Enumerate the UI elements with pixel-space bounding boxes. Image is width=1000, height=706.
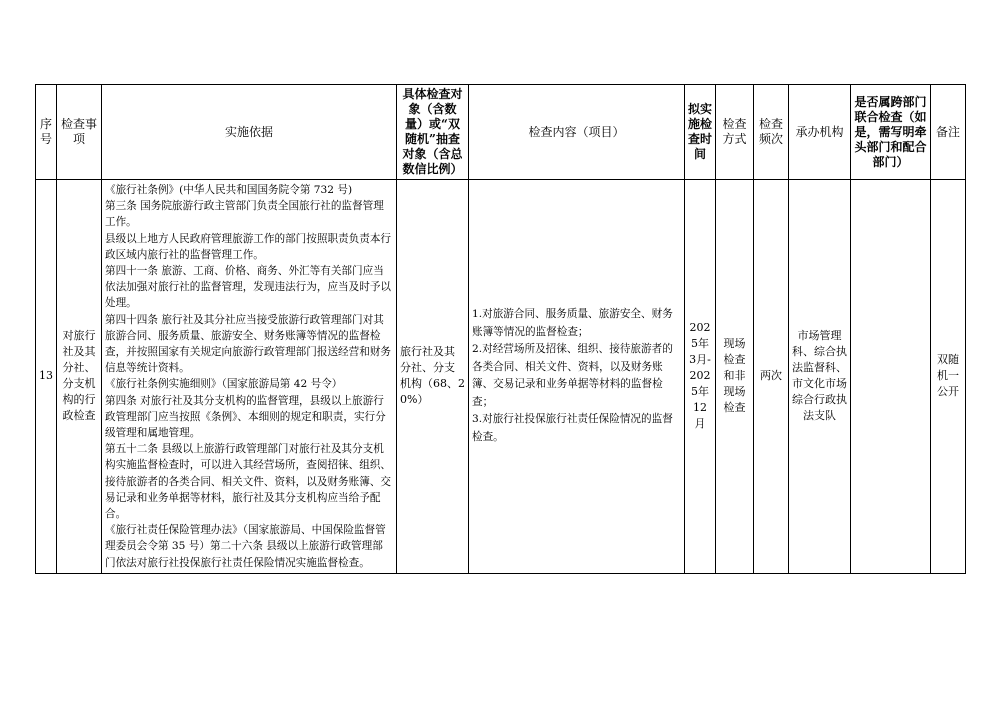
- cell-agency: 市场管理科、综合执法监督科、市文化市场综合行政执法支队: [789, 180, 851, 574]
- cell-method: 现场检查和非现场检查: [716, 180, 754, 574]
- header-seq: 序号: [36, 85, 57, 180]
- header-remark: 备注: [931, 85, 966, 180]
- cell-item: 对旅行社及其分社、分支机构的行政检查: [57, 180, 102, 574]
- cell-seq: 13: [36, 180, 57, 574]
- basis-line: 第四十一条 旅游、工商、价格、商务、外汇等有关部门应当依法加强对旅行社的监督管理，发现违法行为，应当及时予以处理。: [105, 265, 392, 310]
- header-item: 检查事项: [57, 85, 102, 180]
- header-agency: 承办机构: [789, 85, 851, 180]
- cell-content: [469, 180, 685, 574]
- header-time: 拟实施检查时间: [685, 85, 716, 180]
- cell-basis: [102, 180, 397, 574]
- basis-line: 《旅行社责任保险管理办法》（国家旅游局、中国保险监督管理委员会令第 35 号）第二十六条 县级以上旅游行政管理部门依法对旅行社投保旅行社责任保险情况实施监督检查。: [105, 524, 386, 569]
- table-row: [36, 180, 966, 574]
- cell-time: 2025年3月-2025年12月: [685, 180, 716, 574]
- header-joint: 是否属跨部门联合检查（如是，需写明牵头部门和配合部门）: [851, 85, 931, 180]
- content-line: 3.对旅行社投保旅行社责任保险情况的监督检查。: [472, 413, 673, 443]
- basis-line: 第四条 对旅行社及其分支机构的监督管理，县级以上旅游行政管理部门应当按照《条例》、本细则的规定和职责，实行分级管理和属地管理。: [105, 394, 386, 440]
- cell-target: 旅行社及其分社、分支机构（68、20%）: [397, 180, 469, 574]
- header-content: 检查内容（项目）: [469, 85, 685, 180]
- content-line: 1.对旅游合同、服务质量、旅游安全、财务账簿等情况的监督检查；: [472, 308, 673, 338]
- cell-remark: 双随机一公开: [931, 180, 966, 574]
- content-line: 2.对经营场所及招徕、组织、接待旅游者的各类合同、相关文件、资料，以及财务账簿、交易记录和业务单据等材料的监督检查；: [472, 343, 673, 408]
- cell-joint: [851, 180, 931, 574]
- header-method: 检查方式: [716, 85, 754, 180]
- header-row: [36, 85, 966, 180]
- basis-line: 《旅行社条例实施细则》（国家旅游局第 42 号令）: [105, 378, 343, 391]
- header-frequency: 检查频次: [754, 85, 789, 180]
- basis-line: 《旅行社条例》(中华人民共和国国务院令第 732 号): [105, 184, 353, 196]
- basis-line: 县级以上地方人民政府管理旅游工作的部门按照职责负责本行政区域内旅行社的监督管理工作。: [105, 232, 392, 261]
- basis-line: 第四十四条 旅行社及其分社应当接受旅游行政管理部门对其旅游合同、服务质量、旅游安全、财务账簿等情况的监督检查，并按照国家有关规定向旅游行政管理部门报送经营和财务信息等统计资料。: [105, 313, 392, 375]
- cell-frequency: 两次: [754, 180, 789, 574]
- inspection-plan-table: [35, 84, 966, 574]
- basis-line: 第五十二条 县级以上旅游行政管理部门对旅行社及其分支机构实施监督检查时，可以进入其经营场所，查阅招徕、组织、接待旅游者的各类合同、相关文件、资料，以及财务账簿、交易记录和业务单据等材料，旅行社及其分支机构应当给予配合。: [105, 443, 392, 521]
- basis-line: 第三条 国务院旅游行政主管部门负责全国旅行社的监督管理工作。: [105, 200, 384, 229]
- header-target: 具体检查对象（含数量）或“双随机”抽查对象（含总数信比例）: [397, 85, 469, 180]
- header-basis: 实施依据: [102, 85, 397, 180]
